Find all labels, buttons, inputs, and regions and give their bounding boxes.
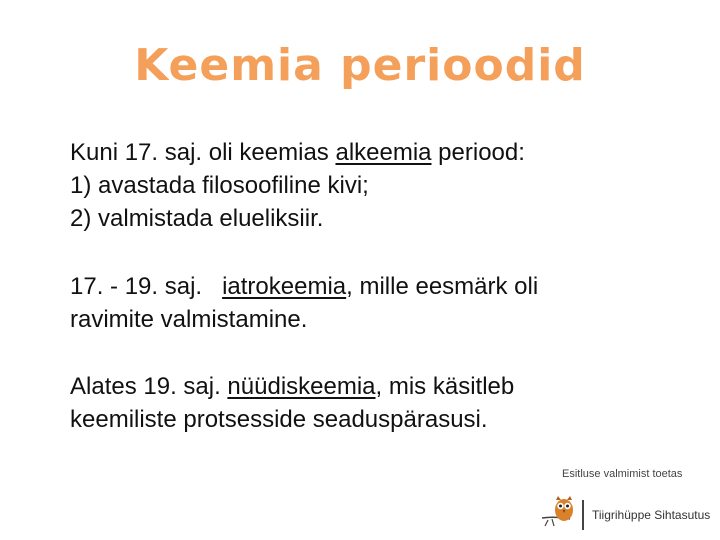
line-iatro-intro xyxy=(70,270,690,303)
alchemy-goal-2: 2) valmistada elueliksiir. xyxy=(70,205,324,232)
line-modern-intro xyxy=(70,370,690,403)
alkeemia-link[interactable]: alkeemia xyxy=(335,139,432,166)
text-prefix: Kuni 17. saj. oli keemias xyxy=(70,139,336,166)
text-suffix: , mis käsitleb xyxy=(375,373,515,400)
footer-divider xyxy=(582,500,584,530)
slide-title: Keemia perioodid xyxy=(134,40,586,91)
nuudiskeemia-link[interactable]: nüüdiskeemia xyxy=(227,373,376,400)
iatrokeemia-link[interactable]: iatrokeemia xyxy=(222,273,347,300)
sponsor-footer xyxy=(540,468,715,536)
support-text: Esitluse valmimist toetas xyxy=(562,468,683,480)
paragraph-alchemy xyxy=(70,136,690,235)
foundation-name: Tiigrihüppe Sihtasutus xyxy=(592,508,711,522)
text-prefix: Alates 19. saj. xyxy=(70,373,228,400)
paragraph-modern-chemistry xyxy=(70,370,690,436)
text-suffix: , mille eesmärk oli xyxy=(346,273,539,300)
line-alchemy-intro xyxy=(70,136,690,169)
owl-icon xyxy=(540,488,580,539)
text-prefix: 17. - 19. saj. xyxy=(70,273,223,300)
modern-line-2: keemiliste protsesside seaduspärasusi. xyxy=(70,406,488,433)
text-suffix: periood: xyxy=(431,139,525,166)
paragraph-iatrochemistry xyxy=(70,270,690,336)
iatro-line-2: ravimite valmistamine. xyxy=(70,306,308,333)
alchemy-goal-1: 1) avastada filosoofiline kivi; xyxy=(70,172,369,199)
